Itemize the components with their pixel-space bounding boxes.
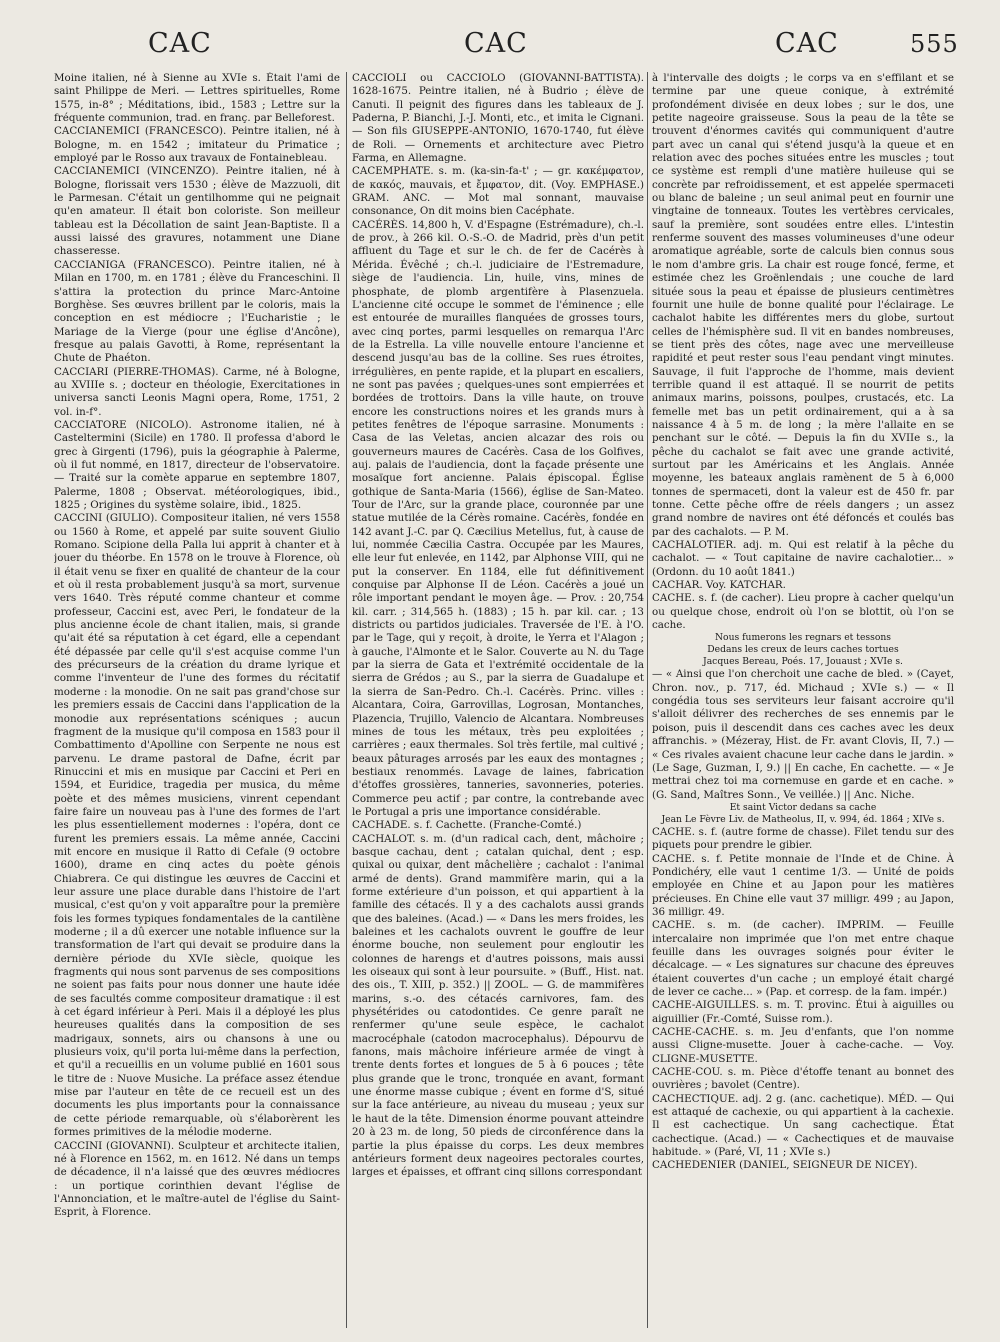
entry: — « Ainsi que l'on cherchoit une cache de bled. » (Cayet, Chron. nov., p. 717, éd. Michaud ; XVIe s.) — « Il congédia tous ses serviteurs leur faisant accroire qu'il s'alloit délivrer des recherches de ses ennemis par le poison, puis il descendit dans ces caches avec les deux affranchis. » (Mézeray, Hist. de Fr. avant Clovis, II, 7.) — « Ces rivales avaient chacune leur cache dans le jardin. » (Le Sage, Guzman, I, 9.) || En cache, En cachette. — « Je mettrai chez toi ma cornemuse en garde et en cache. » (G. Sand, Maîtres Sonn., Ve veillée.) || Anc. Niche. bbox=[652, 668, 954, 801]
entry: CACCIOLI ou CACCIOLO (GIOVANNI-BATTISTA). 1628-1675. Peintre italien, né à Budrio ; élève de Canuti. Il peignit des figures dans les tableaux de J. Paderna, P. Bianchi, J.-J. Monti, etc., et imita le Cignani. — Son fils GIUSEPPE-ANTONIO, 1670-1740, fut élève de Roli. — Ornements et architecture avec Pietro Farma, en Allemagne. bbox=[352, 72, 644, 165]
entry: CACHECTIQUE. adj. 2 g. (anc. cachetique). MÉD. — Qui est attaqué de cachexie, ou qui appartient à la cachexie. Il est cachectique. Un sang cachectique. État cachectique. (Acad.) — « Cachectiques et de mauvaise habitude. » (Paré, VI, 11 ; XVIe s.) bbox=[652, 1092, 954, 1159]
entry: CACHE. s. f. (autre forme de chasse). Filet tendu sur des piquets pour prendre le gibier. bbox=[652, 825, 954, 852]
running-head-center: CAC bbox=[464, 28, 528, 59]
entry: CACHE. s. f. Petite monnaie de l'Inde et de Chine. À Pondichéry, elle vaut 1 centime 1/3. — Unité de poids employée en Chine et au Japon pour les matières précieuses. En Chine elle vaut 37 milligr. 499 ; au Japon, 36 milligr. 49. bbox=[652, 852, 954, 918]
entry: CACÉRÈS. 14,800 h, V. d'Espagne (Estrémadure), ch.-l. de prov., à 266 kil. O.-S.-O. de Madrid, près d'un petit affluent du Tage et sur le ch. de fer de Cacérès à Mérida. Évêché ; ch.-l. judiciaire de l'Estremadure, siège de l'audiencia. Lin, huile, vins, mines de phosphate, de plomb argentifère à Plasenzuela. L'ancienne cité occupe le sommet de l'éminence ; elle est entourée de murailles flanquées de grosses tours, avec cinq portes, parmi lesquelles on remarqua l'Arc de la Estrella. La ville nouvelle entoure l'ancienne et descend jusqu'au bas de la colline. Ses rues étroites, irrégulières, en pente rapide, et la plupart en escaliers, ne sont pas pavées ; quelques-unes sont empierrées et bordées de trottoirs. Dans la ville haute, on trouve encore les constructions noires et les grands murs à petites fenêtres de l'époque sarrasine. Monuments : Casa de las Veletas, ancien alcazar des rois ou gouverneurs maures de Cacérès. Casa de los Golfives, auj. palais de l'audiencia, dont la façade présente une mosaïque fort ancienne. Palais épiscopal. Église gothique de Santa-Maria (1566), église de San-Mateo. Tour de l'Arc, sur la grande place, couronnée par une statue mutilée de la Cérès romaine. Cacérès, fondée en 142 avant J.-C. par Q. Cæcilius Metellus, fut, à cause de lui, nommée Cæcilia Castra. Occupée par les Maures, elle leur fut enlevée, en 1142, par Alphonse VIII, qui ne put la conserver. En 1184, elle fut définitivement conquise par Alphonse II de Léon. Cacérès a joué un rôle important pendant le moyen âge. — Prov. : 20,754 kil. carr. ; 314,565 h. (1883) ; 15 h. par kil. car. ; 13 districts ou partidos judiciales. Traversée de l'E. à l'O. par le Tage, qui y reçoit, à droite, le Yerra et l'Alagon ; à gauche, l'Almonte et le Salor. Couverte au N. du Tage par la sierra de Gata et l'extrémité occidentale de la sierra de Grédos ; au S., par la sierra de Guadalupe et la sierra de San-Pedro. Ch.-l. Cacérès. Princ. villes : Alcantara, Coira, Garrovillas, Logrosan, Montanches, Plazencia, Trujillo, Valencio de Alcantara. Nombreuses mines de tous les métaux, très peu exploitées ; carrières ; eaux thermales. Sol très fertile, mal cultivé ; beaux pâturages arrosés par les eaux des montagnes ; bestiaux renommés. Lavage de laines, fabrication d'étoffes grossières, tanneries, savonneries, poteries. Commerce peu actif ; par contre, la contrebande avec le Portugal a pris une importance considérable. bbox=[352, 218, 644, 818]
page-number: 555 bbox=[910, 30, 959, 58]
running-head-left: CAC bbox=[148, 28, 212, 59]
verse-citation: Jacques Bereau, Poés. 17, Jouaust ; XVIe s. bbox=[703, 656, 903, 668]
verse-quote: Et saint Victor dedans sa cache bbox=[729, 801, 877, 813]
verse-quote: Nous fumerons les regnars et tessons bbox=[715, 632, 891, 644]
entry: CACCIANEMICI (VINCENZO). Peintre italien, né à Bologne, florissait vers 1530 ; élève de Mazzuoli, dit le Parmesan. C'était un gentilhomme qui ne peignait qu'en amateur. Il était bon coloriste. Son meilleur tableau est la Décollation de saint Jean-Baptiste. Il a aussi laissé des gravures, notamment une Diane chasseresse. bbox=[54, 165, 340, 258]
entry: CACCINI (GIOVANNI). Sculpteur et architecte italien, né à Florence en 1562, m. en 1612. Né dans un temps de décadence, il n'a laissé que des œuvres médiocres : un portique corinthien devant l'église de l'Annonciation, et le maître-autel de l'église du Saint-Esprit, à Florence. bbox=[54, 1139, 340, 1219]
column-rule bbox=[346, 72, 347, 1328]
column-right bbox=[652, 72, 954, 1334]
entry: CACEMPHATE. s. m. (ka-sin-fa-t' ; — gr. κακέμφατον, de κακός, mauvais, et ἔμφατον, dit. (Voy. EMPHASE.) GRAM. ANC. — Mot mal sonnant, mauvaise consonance, On dit moins bien Cacéphate. bbox=[352, 165, 644, 218]
entry: CACHE. s. f. (de cacher). Lieu propre à cacher quelqu'un ou quelque chose, endroit où l'on se blottit, où l'on se cache. bbox=[652, 592, 954, 632]
column-left bbox=[54, 72, 340, 1334]
running-head-right: CAC bbox=[775, 28, 839, 59]
entry: CACCIANEMICI (FRANCESCO). Peintre italien, né à Bologne, m. en 1542 ; imitateur du Primatice ; employé par le Rosso aux travaux de Fontainebleau. bbox=[54, 125, 340, 165]
entry: CACHALOTIER. adj. m. Qui est relatif à la pêche du cachalot. — « Tout capitaine de navire cachalotier... » (Ordonn. du 10 août 1841.) bbox=[652, 539, 954, 578]
entry: CACHE-AIGUILLES. s. m. T. provinc. Étui à aiguilles ou aiguillier (Fr.-Comté, Suisse rom.). bbox=[652, 999, 954, 1025]
verse-quote: Dedans les creux de leurs caches tortues bbox=[707, 644, 899, 656]
entry: Moine italien, né à Sienne au XVIe s. Était l'ami de saint Philippe de Meri. — Lettres spirituelles, Rome 1575, in-8° ; Méditations, ibid., 1583 ; Lettre sur la fréquente communion, trad. en franç. par Belleforest. bbox=[54, 72, 340, 125]
entry: CACHEDENIER (DANIEL, SEIGNEUR DE NICEY). bbox=[652, 1159, 918, 1172]
entry: CACHE-COU. s. m. Pièce d'étoffe tenant au bonnet des ouvrières ; bavolet (Centre). bbox=[652, 1066, 954, 1092]
entry: CACHAR. Voy. KATCHAR. bbox=[652, 579, 786, 592]
entry: CACHE-CACHE. s. m. Jeu d'enfants, que l'on nomme aussi Cligne-musette. Jouer à cache-cache. — Voy. CLIGNE-MUSETTE. bbox=[652, 1026, 954, 1065]
entry: CACHE. s. m. (de cacher). IMPRIM. — Feuille intercalaire non imprimée que l'on met entre chaque feuille dans les ouvrages soignés pour éviter le décalcage. — « Les signatures sur chacune des épreuves étaient couvertes d'un cache ; un employé était chargé de lever ce cache... » (Pap. et corresp. de la fam. impér.) bbox=[652, 919, 954, 998]
entry: CACCIATORE (NICOLO). Astronome italien, né à Casteltermini (Sicile) en 1780. Il professa d'abord le grec à Girgenti (1796), puis la géographie à Palerme, où il fut nommé, en 1817, directeur de l'observatoire. — Traité sur la comète apparue en septembre 1807, Palerme, 1808 ; Observat. météorologiques, ibid., 1825 ; Origines du système solaire, ibid., 1825. bbox=[54, 418, 340, 511]
entry: CACCINI (GIULIO). Compositeur italien, né vers 1558 ou 1560 à Rome, et appelé par suite souvent Giulio Romano. Scipione della Palla lui apprit à chanter et à jouer du théorbe. En 1578 on le trouve à Florence, où il était venu se fixer en qualité de chanteur de la cour et où il resta probablement jusqu'à sa mort, survenue vers 1640. Très réputé comme chanteur et comme professeur, Caccini est, avec Peri, le fondateur de la plus ancienne école de chant italien, mais, si grande qu'ait été sa réputation à cet égard, elle a cependant été dépassée par celle qu'il s'est acquise comme l'un des précurseurs de la création du drame lyrique et comme l'inventeur de l'une des formes du récitatif moderne : la monodie. On ne sait pas grand'chose sur les premiers essais de Caccini dans l'application de la monodie aux représentations scéniques ; aucun fragment de la musique qu'il composa en 1583 pour il Combattimento d'Apolline con Serpente ne nous est parvenu. Le drame pastoral de Dafne, écrit par Rinuccini et mis en musique par Caccini et Peri en 1594, et Euridice, tragedia per musica, du même poète et des mêmes musiciens, vinrent cependant faire faire un nouveau pas à l'une des formes de l'art les plus essentiellement modernes : l'opéra, dont ce furent les premiers essais. La même année, Caccini mit encore en musique il Ratto di Cefale (9 octobre 1600), drame en cinq actes du poète génois Chiabrera. Ce qui distingue les œuvres de Caccini et leur assure une place durable dans l'histoire de l'art musical, c'est qu'on y voit apparaître pour la première fois les formes typiques fondamentales de la cantilène moderne ; il a dû exercer une notable influence sur la transformation de l'art qui devait se produire dans la dernière période du XVIe siècle, quoique les fragments qui nous sont parvenus de ses compositions ne soient pas faits pour nous donner une haute idée de ses facultés comme compositeur dramatique : il est à cet égard inférieur à Peri. Mais il a déployé les plus heureuses qualités dans la composition de ses madrigaux, sonnets, airs ou chansons à une ou plusieurs voix, qu'il porta lui-même dans la perfection, et qu'il a recueillis en un volume publié en 1601 sous le titre de : Nuove Musiche. La préface assez étendue mise par l'auteur en tête de ce recueil est un des documents les plus importants pour la connaissance de cette période remarquable, où s'élaborèrent les formes primitives de la mélodie moderne. bbox=[54, 512, 340, 1139]
verse-citation: Jean Le Fèvre Liv. de Matheolus, II, v. 994, éd. 1864 ; XIVe s. bbox=[661, 813, 945, 825]
column-middle bbox=[352, 72, 644, 1334]
entry: CACHALOT. s. m. (d'un radical cach, dent, mâchoire ; basque cachau, dent ; catalan quichal, dent ; esp. quixal ou quixar, dent mâchelière ; cachalot : l'animal armé de dents). Grand mammifère marin, qui a la forme extérieure d'un poisson, et qui appartient à la famille des cétacés. Il y a des cachalots aussi grands que des baleines. (Acad.) — « Dans les mers froides, les baleines et les cachalots ouvrent le gouffre de leur énorme bouche, non seulement pour engloutir les colonnes de harengs et d'autres poissons, mais aussi les oiseaux qui sont à leur poursuite. » (Buff., Hist. nat. des ois., T. XIII, p. 352.) || ZOOL. — G. de mammifères marins, s.-o. des cétacés carnivores, fam. des physétérides ou catodontides. Ce genre paraît ne renfermer qu'une seule espèce, le cachalot macrocéphale (catodon macrocephalus). Dépourvu de fanons, mais mâchoire inférieure armée de vingt à trente dents fortes et longues de 5 à 6 pouces ; tête plus grande que le tronc, tronquée en avant, formant une énorme masse cubique ; évent en forme d'S, situé sur la face antérieure, au niveau du museau ; yeux sur le haut de la tête. Dimension énorme pouvant atteindre 20 à 23 m. de long, 50 pieds de circonférence dans la partie la plus épaisse du corps. Les deux membres antérieurs forment deux nageoires pectorales courtes, larges et épaisses, et offrant cinq sillons correspondant bbox=[352, 832, 644, 1179]
entry: CACHADE. s. f. Cachette. (Franche-Comté.) bbox=[352, 819, 582, 832]
entry: à l'intervalle des doigts ; le corps va en s'effilant et se termine par une queue conique, à extrémité profondément divisée en deux lobes ; sur le dos, une petite nageoire graisseuse. Sous la peau de la tête se trouvent d'énormes cavités qui communiquent d'autre part avec un canal qui s'étend jusqu'à la queue et en relation avec des poches situées entre les muscles ; tout ce système est rempli d'une matière huileuse qui se concrète par refroidissement, et est appelée spermaceti ou blanc de baleine ; un seul animal peut en fournir une vingtaine de tonneaux. Toutes les vertèbres cervicales, sauf la première, sont soudées entre elles. L'intestin renferme souvent des masses volumineuses d'une odeur aromatique agréable, sorte de calculs bien connus sous le nom d'ambre gris. La chair est rouge foncé, ferme, et estimée chez les Groënlendais ; une couche de lard située sous la peau et épaisse de plusieurs centimètres fournit une huile de bonne qualité pour l'éclairage. Le cachalot habite les différentes mers du globe, surtout celles de l'hémisphère sud. Il vit en bandes nombreuses, se tient près des côtes, nage avec une merveilleuse rapidité et peut rester sous l'eau pendant vingt minutes. Sauvage, il fuit l'approche de l'homme, mais devient terrible quand il est attaqué. Il se nourrit de petits animaux marins, poissons, poulpes, crustacés, etc. La femelle met bas un petit ordinairement, qui a à sa naissance 4 à 5 m. de long ; la mère l'allaite en se penchant sur le côté. — Depuis la fin du XVIIe s., la pêche du cachalot se fait avec une grande activité, surtout par les Américains et les Anglais. Année moyenne, les bateaux anglais ramènent de 5 à 6,000 tonnes de spermaceti, dont la valeur est de 450 fr. par tonne. Cette pêche offre de réels dangers ; un assez grand nombre de navires ont été défoncés et coulés bas par des cachalots. — P. M. bbox=[652, 72, 954, 538]
entry: CACCIARI (PIERRE-THOMAS). Carme, né à Bologne, au XVIIIe s. ; docteur en théologie, Exercitationes in universa sancti Leonis Magni opera, Rome, 1751, 2 vol. in-f°. bbox=[54, 365, 340, 418]
column-rule bbox=[647, 72, 648, 1328]
entry: CACCIANIGA (FRANCESCO). Peintre italien, né à Milan en 1700, m. en 1781 ; élève du Franceschini. Il s'attira la protection du prince Marc-Antoine Borghèse. Ses œuvres brillent par le coloris, mais la conception en est médiocre ; l'Eucharistie ; le Mariage de la Vierge (pour une église d'Ancône), fresque au palais Gavotti, à Rome, représentant la Chute de Phaéton. bbox=[54, 258, 340, 365]
